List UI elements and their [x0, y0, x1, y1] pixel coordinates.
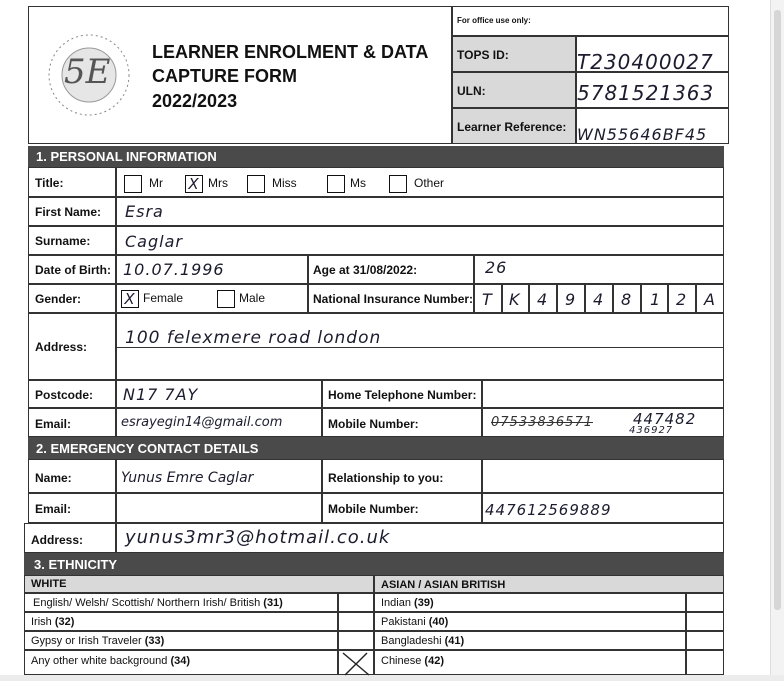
surname-field[interactable] — [116, 226, 724, 255]
ni-char: T — [482, 290, 493, 309]
ni-char: 1 — [650, 290, 662, 309]
ethnicity-checkbox[interactable] — [686, 593, 724, 612]
first-name-value: Esra — [125, 202, 164, 221]
title-miss-checkbox[interactable] — [247, 175, 265, 193]
x-mark-icon — [339, 651, 375, 676]
ni-char: K — [509, 290, 521, 309]
ni-char: A — [704, 290, 716, 309]
form-title-line3: 2022/2023 — [152, 91, 238, 111]
dob-label-cell — [28, 255, 116, 284]
em-relationship-field[interactable] — [482, 459, 724, 493]
em-address-field[interactable] — [116, 523, 724, 553]
ethnicity-label: Chinese — [381, 655, 422, 667]
gender-male-checkbox[interactable] — [217, 290, 235, 308]
office-use-label: For office use only: — [457, 16, 531, 25]
address-value: 100 felexmere road london — [125, 328, 382, 348]
ref-label: Learner Reference: — [457, 120, 567, 134]
asian-header-label: ASIAN / ASIAN BRITISH — [381, 579, 506, 591]
em-mobile-label: Mobile Number: — [328, 502, 419, 516]
surname-value: Caglar — [125, 232, 183, 251]
ethnicity-checkbox[interactable] — [338, 650, 374, 675]
section-personal-bar — [28, 146, 724, 167]
ethnicity-row — [374, 593, 686, 612]
ni-char: 4 — [593, 290, 605, 309]
postcode-value: N17 7AY — [123, 385, 199, 404]
em-email-label-cell — [28, 493, 116, 523]
tops-value-cell[interactable] — [576, 36, 729, 72]
em-email-field[interactable] — [116, 493, 322, 523]
em-address-label: Address: — [31, 533, 84, 547]
title-ms-label: Ms — [350, 176, 366, 190]
em-name-value: Yunus Emre Caglar — [121, 470, 254, 486]
postcode-label: Postcode: — [35, 388, 94, 402]
mobile-label: Mobile Number: — [328, 417, 419, 431]
ethnicity-code: (32) — [54, 616, 75, 628]
gender-female-checkbox[interactable]: X — [121, 290, 139, 308]
form-title-line1: LEARNER ENROLMENT & DATA — [152, 42, 429, 62]
ni-char-box — [641, 284, 668, 313]
ethnicity-row — [374, 631, 686, 650]
gender-female-label: Female — [143, 291, 184, 305]
ethnicity-label: Irish — [31, 616, 52, 628]
uln-label-cell — [452, 72, 576, 108]
address-field[interactable] — [116, 313, 724, 380]
scrollbar-thumb[interactable] — [774, 10, 781, 610]
em-email-label: Email: — [35, 502, 72, 516]
ethnicity-label: Bangladeshi — [381, 635, 442, 647]
vertical-scrollbar[interactable] — [770, 0, 784, 675]
surname-label: Surname: — [35, 234, 91, 248]
mobile-field[interactable] — [482, 408, 724, 437]
mobile-struck-value: 07533836571 — [491, 415, 593, 430]
ni-label: National Insurance Number: — [313, 292, 474, 306]
title-miss-label: Miss — [272, 176, 297, 190]
ethnicity-checkbox[interactable] — [338, 612, 374, 631]
ethnicity-row — [24, 612, 338, 631]
dob-field[interactable] — [116, 255, 308, 284]
ethnicity-code: (34) — [170, 655, 190, 667]
ni-char-box — [585, 284, 613, 313]
title-label: Title: — [35, 176, 64, 190]
asian-options — [374, 593, 724, 675]
age-label-cell — [308, 255, 474, 284]
office-use-header — [452, 6, 729, 36]
section-ethnicity-title: 3. ETHNICITY — [34, 557, 118, 572]
ethnicity-checkbox[interactable] — [338, 631, 374, 650]
em-mobile-value: 447612569889 — [485, 501, 612, 519]
ethnicity-row — [24, 650, 338, 675]
em-name-label-cell — [28, 459, 116, 493]
email-label-cell — [28, 408, 116, 437]
age-label: Age at 31/08/2022: — [313, 263, 418, 277]
title-other-label: Other — [414, 176, 445, 190]
postcode-label-cell — [28, 380, 116, 408]
form-title-line2: CAPTURE FORM — [152, 66, 297, 86]
ethnicity-code: (41) — [444, 635, 465, 647]
title-label-cell — [28, 167, 116, 197]
ethnicity-checkbox[interactable] — [686, 631, 724, 650]
home-tel-label: Home Telephone Number: — [328, 388, 477, 402]
gender-label: Gender: — [35, 292, 82, 306]
ref-label-cell — [452, 108, 576, 144]
em-mobile-field[interactable] — [482, 493, 724, 523]
ethnicity-row — [24, 631, 338, 650]
ni-char-box — [613, 284, 641, 313]
dob-label: Date of Birth: — [35, 263, 111, 277]
first-name-label-cell — [28, 197, 116, 226]
dob-value: 10.07.1996 — [123, 260, 225, 279]
mobile-extra-value: 436927 — [629, 425, 674, 436]
white-options — [24, 593, 374, 675]
ni-label-cell — [308, 284, 474, 313]
ni-char-box — [502, 284, 529, 313]
section-emergency-title: 2. EMERGENCY CONTACT DETAILS — [36, 441, 259, 456]
postcode-field[interactable] — [116, 380, 322, 408]
em-address-label-cell — [24, 523, 116, 553]
ni-char-box — [474, 284, 502, 313]
ethnicity-label: Any other white background — [31, 655, 168, 667]
age-field[interactable] — [474, 255, 724, 284]
title-mrs-label: Mrs — [208, 176, 228, 190]
logo — [44, 30, 134, 120]
ni-char: 2 — [676, 290, 688, 309]
em-mobile-label-cell — [322, 493, 482, 523]
gender-label-cell — [28, 284, 116, 313]
ref-value: WN55646BF45 — [577, 125, 708, 144]
section-personal-title: 1. PERSONAL INFORMATION — [36, 149, 217, 164]
address-label-cell — [28, 313, 116, 380]
em-name-field[interactable] — [116, 459, 322, 493]
uln-label: ULN: — [457, 84, 486, 98]
ni-char-box — [557, 284, 585, 313]
white-header — [24, 575, 374, 593]
ni-char-box — [529, 284, 557, 313]
tops-value: T230400027 — [577, 50, 714, 74]
ethnicity-code: (40) — [428, 616, 449, 628]
asian-header — [374, 575, 724, 593]
logo-text: 5E — [64, 52, 111, 92]
ethnicity-checkbox[interactable] — [338, 593, 374, 612]
home-tel-label-cell — [322, 380, 482, 408]
ethnicity-code: (39) — [414, 597, 434, 609]
tops-label-cell — [452, 36, 576, 72]
uln-value-cell[interactable] — [576, 72, 729, 108]
em-address-value: yunus3mr3@hotmail.co.uk — [125, 527, 391, 548]
email-value: esrayegin14@gmail.com — [121, 415, 283, 430]
first-name-field[interactable] — [116, 197, 724, 226]
ethnicity-label: Indian — [381, 597, 411, 609]
ni-char: 9 — [565, 290, 577, 309]
gender-options-cell — [116, 284, 308, 313]
age-value: 26 — [485, 258, 508, 277]
ni-char-box — [668, 284, 696, 313]
ethnicity-label: Pakistani — [381, 616, 426, 628]
ni-char-box — [696, 284, 724, 313]
address-label: Address: — [35, 340, 88, 354]
ethnicity-row — [374, 612, 686, 631]
title-other-checkbox[interactable] — [389, 175, 407, 193]
title-ms-checkbox[interactable] — [327, 175, 345, 193]
ethnicity-code: (42) — [424, 655, 444, 667]
email-label: Email: — [35, 417, 72, 431]
mobile-label-cell — [322, 408, 482, 437]
gender-male-label: Male — [239, 291, 266, 305]
ethnicity-row — [24, 593, 338, 612]
section-emergency-bar — [28, 437, 724, 459]
email-field[interactable] — [116, 408, 322, 437]
mobile-value: 447482 — [633, 410, 697, 428]
title-mr-checkbox[interactable] — [124, 175, 142, 193]
title-mr-label: Mr — [149, 176, 163, 190]
ethnicity-checkbox[interactable] — [686, 650, 724, 675]
first-name-label: First Name: — [35, 205, 102, 219]
title-mrs-checkbox[interactable]: X — [185, 175, 203, 193]
ethnicity-label: Gypsy or Irish Traveler — [31, 635, 142, 647]
section-ethnicity-bar — [24, 553, 724, 575]
surname-label-cell — [28, 226, 116, 255]
home-tel-field[interactable] — [482, 380, 724, 408]
white-header-label: WHITE — [31, 578, 67, 590]
ni-number-field[interactable] — [474, 284, 724, 313]
ethnicity-code: (31) — [263, 597, 283, 609]
ref-value-cell[interactable] — [576, 108, 729, 144]
title-options-cell — [116, 167, 724, 197]
em-name-label: Name: — [35, 471, 72, 485]
ethnicity-label: English/ Welsh/ Scottish/ Northern Irish/ British — [33, 597, 261, 609]
em-relationship-label: Relationship to you: — [328, 471, 444, 485]
tops-label: TOPS ID: — [457, 48, 509, 62]
ni-char: 8 — [621, 290, 633, 309]
ethnicity-row — [374, 650, 686, 675]
ni-char: 4 — [537, 290, 549, 309]
ethnicity-checkbox[interactable] — [686, 612, 724, 631]
em-relationship-label-cell — [322, 459, 482, 493]
ethnicity-code: (33) — [144, 635, 165, 647]
uln-value: 5781521363 — [577, 81, 715, 105]
